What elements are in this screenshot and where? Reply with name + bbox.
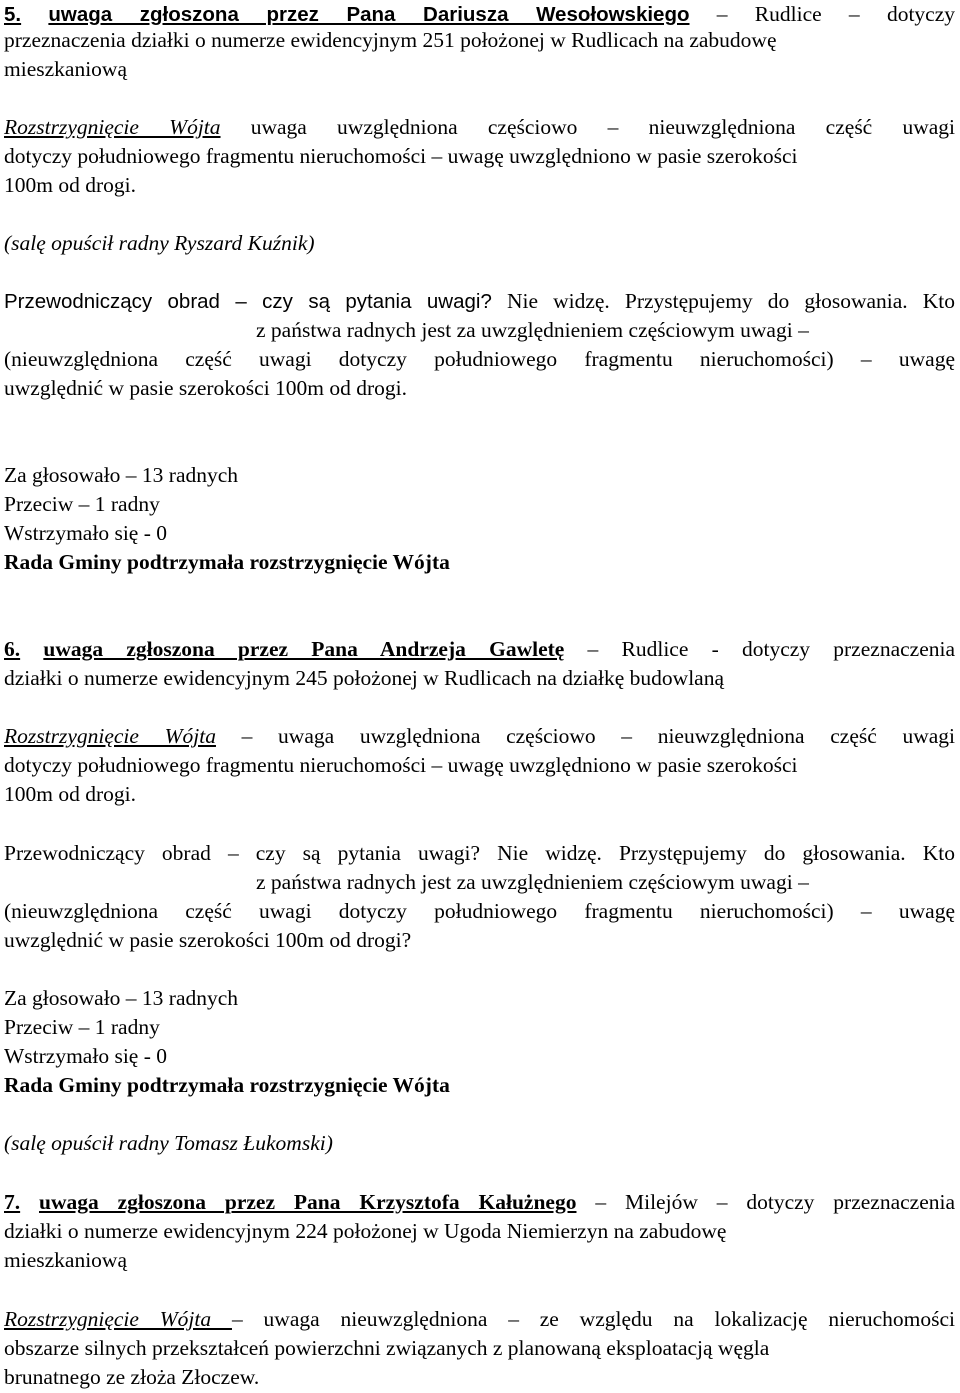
section-5-location: – Rudlice – dotyczy — [689, 2, 956, 26]
section-5-title: uwaga zgłoszona przez Pana Dariusza Wesołowskiego — [48, 3, 690, 26]
section-6-title: uwaga zgłoszona przez Pana Andrzeja Gawletę — [43, 637, 565, 661]
section-6-votes-abstain: Wstrzymało się - 0 — [4, 1044, 167, 1068]
section-7-location: – Milejów – dotyczy przeznaczenia — [576, 1190, 956, 1214]
section-5-chair-line-4: uwzględnić w pasie szerokości 100m od drogi. — [4, 376, 408, 400]
section-5-votes-against: Przeciw – 1 radny — [4, 492, 160, 516]
section-5-line-3: mieszkaniową — [4, 57, 127, 81]
section-6-decision — [4, 722, 955, 751]
section-5-votes-for: Za głosowało – 13 radnych — [4, 463, 239, 487]
section-6-location: – Rudlice - dotyczy przeznaczenia — [564, 637, 956, 661]
section-6-decision-line-3: 100m od drogi. — [4, 782, 136, 806]
section-7-number: 7. — [4, 1190, 21, 1214]
section-6-number: 6. — [4, 637, 21, 661]
section-5-chair-question — [4, 287, 955, 316]
section-6-decision-text: – uwaga uwzględniona częściowo – nieuwzględniona część uwagi — [215, 724, 955, 748]
section-5-number: 5. — [4, 3, 22, 26]
section-6-chair-line-2: z państwa radnych jest za uwzględnieniem częściowym uwagi – — [256, 870, 809, 894]
section-6-chair-question-b: Nie widzę. Przystępujemy do głosowania. Kto — [480, 841, 955, 865]
section-7-line-2: działki o numerze ewidencyjnym 224 położonej w Ugoda Niemierzyn na zabudowę — [4, 1219, 727, 1243]
section-7-line-3: mieszkaniową — [4, 1248, 127, 1272]
section-6-votes-for: Za głosowało – 13 radnych — [4, 986, 239, 1010]
section-5-result: Rada Gminy podtrzymała rozstrzygnięcie Wójta — [4, 550, 450, 574]
section-6-note: (salę opuścił radny Tomasz Łukomski) — [4, 1131, 333, 1155]
section-6-chair-line-4: uwzględnić w pasie szerokości 100m od drogi? — [4, 928, 412, 952]
section-7-heading — [4, 1188, 955, 1217]
section-5-decision — [4, 113, 955, 142]
section-5-chair-question-a: Przewodniczący obrad – czy są pytania uwagi? — [4, 290, 492, 313]
section-6-heading — [4, 635, 955, 664]
section-7-decision — [4, 1305, 955, 1334]
section-7-decision-text: – uwaga nieuwzględniona – ze względu na lokalizację nieruchomości — [231, 1307, 955, 1331]
section-5-decision-label: Rozstrzygnięcie Wójta — [4, 115, 221, 139]
section-6-decision-label: Rozstrzygnięcie Wójta — [4, 724, 216, 748]
section-5-chair-question-b: Nie widzę. Przystępujemy do głosowania. Kto — [491, 289, 955, 313]
section-5-chair-line-2: z państwa radnych jest za uwzględnieniem częściowym uwagi – — [256, 318, 809, 342]
section-6-chair-line-3: (nieuwzględniona część uwagi dotyczy południowego fragmentu nieruchomości) – uwagę — [4, 899, 955, 923]
section-6-chair-question — [4, 839, 955, 868]
section-5-chair-line-3: (nieuwzględniona część uwagi dotyczy południowego fragmentu nieruchomości) – uwagę — [4, 347, 955, 371]
section-5-decision-line-3: 100m od drogi. — [4, 173, 136, 197]
section-5-line-2: przeznaczenia działki o numerze ewidencyjnym 251 położonej w Rudlicach na zabudowę — [4, 28, 777, 52]
section-5-heading — [4, 0, 955, 29]
section-5-votes-abstain: Wstrzymało się - 0 — [4, 521, 167, 545]
section-7-decision-line-3: brunatnego ze złoża Złoczew. — [4, 1365, 260, 1389]
section-5-note: (salę opuścił radny Ryszard Kuźnik) — [4, 231, 315, 255]
section-6-result: Rada Gminy podtrzymała rozstrzygnięcie Wójta — [4, 1073, 450, 1097]
section-5-decision-text: uwaga uwzględniona częściowo – nieuwzględniona część uwagi — [220, 115, 955, 139]
section-6-decision-line-2: dotyczy południowego fragmentu nieruchomości – uwagę uwzględniono w pasie szerokości — [4, 753, 798, 777]
section-6-chair-question-a: Przewodniczący obrad – czy są pytania uwagi? — [4, 841, 481, 865]
section-7-decision-line-2: obszarze silnych przekształceń powierzchni związanych z planowaną eksploatacją węgla — [4, 1336, 770, 1360]
section-6-line-2: działki o numerze ewidencyjnym 245 położonej w Rudlicach na działkę budowlaną — [4, 666, 725, 690]
section-7-decision-label: Rozstrzygnięcie Wójta — [4, 1307, 232, 1331]
section-5-decision-line-2: dotyczy południowego fragmentu nieruchomości – uwagę uwzględniono w pasie szerokości — [4, 144, 798, 168]
section-7-title: uwaga zgłoszona przez Pana Krzysztofa Kałużnego — [39, 1190, 577, 1214]
section-6-votes-against: Przeciw – 1 radny — [4, 1015, 160, 1039]
